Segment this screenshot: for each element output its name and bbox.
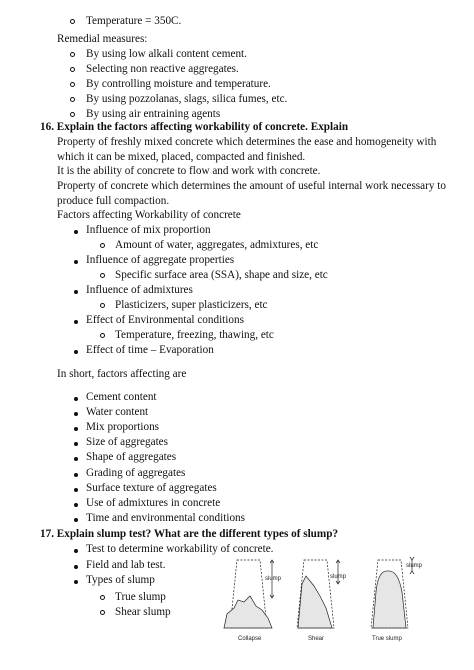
- bullet-marker: [74, 320, 78, 324]
- short-list-item: Size of aggregates: [86, 436, 169, 448]
- true-slump-heap: [373, 571, 406, 628]
- factor-subitem: Temperature, freezing, thawing, etc: [115, 329, 274, 341]
- short-list-item: Surface texture of aggregates: [86, 482, 217, 494]
- slump-type: True slump: [115, 591, 166, 603]
- slump-type: Shear slump: [115, 606, 171, 618]
- sub-bullet-marker: [100, 610, 105, 615]
- sub-bullet-marker: [100, 273, 105, 278]
- factor-item: Effect of time – Evaporation: [86, 344, 214, 356]
- figure-caption: True slump: [372, 636, 402, 642]
- q16-definition-line: Property of concrete which determines the amount of useful internal work necessary to: [57, 180, 446, 192]
- short-list-item: Use of admixtures in concrete: [86, 497, 221, 509]
- bullet-marker: [74, 565, 78, 569]
- sub-bullet-marker: [100, 595, 105, 600]
- q17-bullet: Field and lab test.: [86, 559, 166, 571]
- slump-label: slump: [406, 563, 423, 569]
- sub-bullet-marker: [100, 303, 105, 308]
- factor-item: Effect of Environmental conditions: [86, 314, 244, 326]
- bullet-marker: [74, 260, 78, 264]
- temperature-line: Temperature = 350C.: [86, 15, 182, 27]
- short-heading: In short, factors affecting are: [57, 368, 187, 380]
- factor-subitem: Specific surface area (SSA), shape and size, etc: [115, 269, 328, 281]
- sub-bullet-marker: [100, 243, 105, 248]
- figure-caption: Collapse: [238, 636, 262, 642]
- short-list-item: Shape of aggregates: [86, 451, 177, 463]
- bullet-marker: [74, 549, 78, 553]
- sub-bullet-marker: [70, 112, 75, 117]
- sub-bullet-marker: [70, 52, 75, 57]
- bullet-marker: [74, 518, 78, 522]
- q17-title: 17. Explain slump test? What are the different types of slump?: [40, 528, 339, 540]
- q17-bullet: Test to determine workability of concrete.: [86, 543, 274, 555]
- factor-item: Influence of admixtures: [86, 284, 193, 296]
- bullet-marker: [74, 457, 78, 461]
- figure-caption: Shear: [308, 636, 325, 642]
- slump-label: slump: [330, 574, 347, 580]
- q16-title: 16. Explain the factors affecting workability of concrete. Explain: [40, 121, 349, 133]
- bullet-marker: [74, 473, 78, 477]
- collapse-heap: [224, 596, 272, 628]
- short-list-item: Cement content: [86, 391, 157, 403]
- remedial-item: By using air entraining agents: [86, 108, 221, 120]
- bullet-marker: [74, 503, 78, 507]
- sub-bullet-marker: [70, 19, 75, 24]
- bullet-marker: [74, 442, 78, 446]
- remedial-item: By using low alkali content cement.: [86, 48, 247, 60]
- factor-item: Influence of mix proportion: [86, 224, 211, 236]
- bullet-marker: [74, 427, 78, 431]
- short-list-item: Grading of aggregates: [86, 467, 186, 479]
- q16-definition-line: which it can be mixed, placed, compacted and finished.: [57, 151, 306, 163]
- short-list-item: Time and environmental conditions: [86, 512, 245, 524]
- slump-label: slump: [265, 576, 282, 582]
- slump-types-figure: [222, 556, 432, 646]
- sub-bullet-marker: [70, 82, 75, 87]
- factors-heading: Factors affecting Workability of concrete: [57, 209, 241, 221]
- remedial-heading: Remedial measures:: [57, 33, 148, 45]
- bullet-marker: [74, 488, 78, 492]
- sub-bullet-marker: [100, 333, 105, 338]
- sub-bullet-marker: [70, 67, 75, 72]
- shear-heap: [298, 576, 332, 628]
- remedial-item: By controlling moisture and temperature.: [86, 78, 271, 90]
- bullet-marker: [74, 230, 78, 234]
- short-list-item: Mix proportions: [86, 421, 160, 433]
- bullet-marker: [74, 290, 78, 294]
- remedial-item: Selecting non reactive aggregates.: [86, 63, 239, 75]
- factor-item: Influence of aggregate properties: [86, 254, 235, 266]
- bullet-marker: [74, 397, 78, 401]
- q16-definition-line: It is the ability of concrete to flow and work with concrete.: [57, 165, 321, 177]
- bullet-marker: [74, 580, 78, 584]
- bullet-marker: [74, 412, 78, 416]
- remedial-item: By using pozzolanas, slags, silica fumes, etc.: [86, 93, 288, 105]
- short-list-item: Water content: [86, 406, 149, 418]
- factor-subitem: Amount of water, aggregates, admixtures, etc: [115, 239, 319, 251]
- q17-bullet: Types of slump: [86, 574, 155, 586]
- sub-bullet-marker: [70, 97, 75, 102]
- q16-definition-line: produce full compaction.: [57, 195, 170, 207]
- factor-subitem: Plasticizers, super plasticizers, etc: [115, 299, 268, 311]
- bullet-marker: [74, 350, 78, 354]
- q16-definition-line: Property of freshly mixed concrete which determines the ease and homogeneity with: [57, 136, 437, 148]
